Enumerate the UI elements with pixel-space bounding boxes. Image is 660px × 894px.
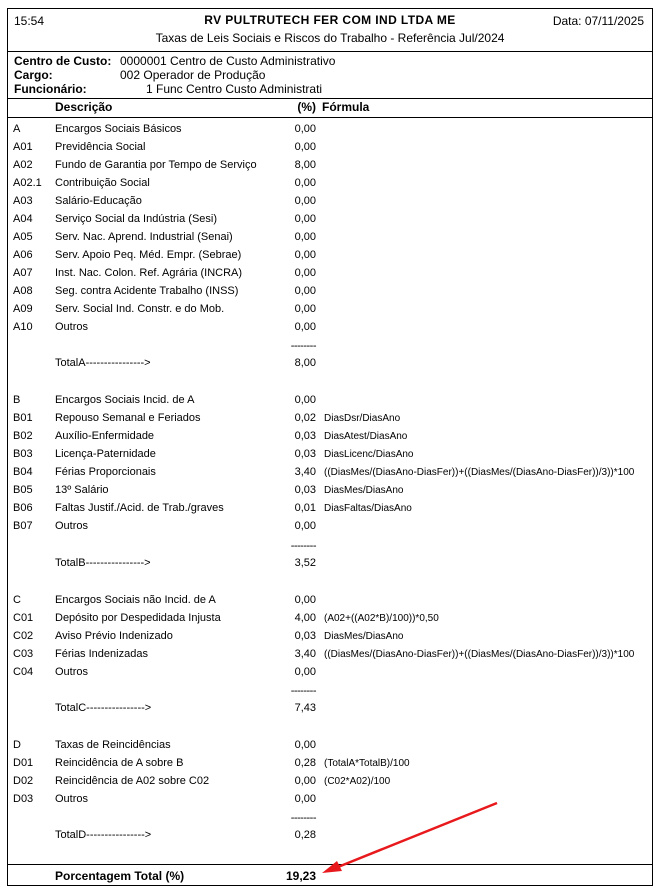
- table-row: [8, 630, 652, 648]
- row-code: A08: [13, 285, 33, 297]
- row-percentage: 0,28: [294, 829, 316, 841]
- table-row: [8, 448, 652, 466]
- row-percentage: 0,00: [294, 594, 316, 606]
- row-formula: DiasMes/DiasAno: [324, 631, 404, 642]
- table-row: [8, 466, 652, 484]
- row-code: C: [13, 594, 21, 606]
- table-row: [8, 267, 652, 285]
- funcionario-row: [14, 82, 322, 96]
- row-percentage: 0,00: [294, 520, 316, 532]
- row-code: B02: [13, 430, 33, 442]
- table-row: [8, 177, 652, 195]
- table-row: [8, 231, 652, 249]
- row-formula: ((DiasMes/(DiasAno-DiasFer))+((DiasMes/(DiasAno-DiasFer))/3))*100: [324, 467, 635, 478]
- row-description: Reincidência de A02 sobre C02: [55, 775, 210, 787]
- row-code: D03: [13, 793, 34, 805]
- row-code: A05: [13, 231, 33, 243]
- table-row: [8, 249, 652, 267]
- total-bar: [8, 864, 652, 887]
- row-percentage: 0,00: [294, 141, 316, 153]
- col-descricao: Descrição: [55, 100, 113, 114]
- col-pct: (%): [297, 100, 316, 114]
- table-row: [8, 502, 652, 520]
- row-percentage: 0,00: [294, 123, 316, 135]
- total-label: Porcentagem Total (%): [55, 869, 185, 883]
- row-percentage: 0,01: [294, 502, 316, 514]
- row-percentage: 0,03: [294, 484, 316, 496]
- row-formula: DiasDsr/DiasAno: [324, 413, 401, 424]
- row-description: Outros: [55, 520, 89, 532]
- row-percentage: 8,00: [294, 159, 316, 171]
- funcionario-label: Funcionário:: [14, 82, 87, 96]
- row-code: B04: [13, 466, 33, 478]
- table-row: [8, 793, 652, 811]
- table-row: [8, 159, 652, 177]
- subtotal-separator: --------: [290, 685, 316, 697]
- report-subtitle: Taxas de Leis Sociais e Riscos do Trabalho - Referência Jul/2024: [155, 31, 505, 45]
- row-formula: DiasFaltas/DiasAno: [324, 503, 412, 514]
- row-percentage: 0,03: [294, 630, 316, 642]
- row-percentage: 0,03: [294, 448, 316, 460]
- table-row: [8, 412, 652, 430]
- subtotal-separator: --------: [290, 540, 316, 552]
- row-percentage: 0,00: [294, 267, 316, 279]
- row-formula: (TotalA*TotalB)/100: [324, 758, 410, 769]
- row-description: Encargos Sociais Básicos: [55, 123, 182, 135]
- row-formula: DiasAtest/DiasAno: [324, 431, 408, 442]
- row-percentage: 0,00: [294, 231, 316, 243]
- row-description: Contribuição Social: [55, 177, 150, 189]
- row-description: Depósito por Despedidada Injusta: [55, 612, 221, 624]
- row-description: TotalB---------------->: [55, 557, 151, 569]
- row-description: Serv. Nac. Aprend. Industrial (Senai): [55, 231, 233, 243]
- row-description: Reincidência de A sobre B: [55, 757, 184, 769]
- row-percentage: 0,03: [294, 430, 316, 442]
- row-code: B06: [13, 502, 33, 514]
- row-code: C04: [13, 666, 34, 678]
- row-description: Outros: [55, 321, 89, 333]
- row-percentage: 0,00: [294, 666, 316, 678]
- table-row: [8, 394, 652, 412]
- row-code: A07: [13, 267, 33, 279]
- row-formula: (A02+((A02*B)/100))*0,50: [324, 613, 439, 624]
- row-percentage: 3,40: [294, 466, 316, 478]
- print-date: Data: 07/11/2025: [552, 14, 644, 28]
- row-percentage: 0,00: [294, 285, 316, 297]
- row-percentage: 3,40: [294, 648, 316, 660]
- row-description: Auxílio-Enfermidade: [55, 430, 155, 442]
- table-row: [8, 123, 652, 141]
- row-code: D: [13, 739, 21, 751]
- table-row: [8, 303, 652, 321]
- subtotal-row: [8, 829, 652, 847]
- row-description: Inst. Nac. Colon. Ref. Agrária (INCRA): [55, 267, 243, 279]
- funcionario-value: 1 Func Centro Custo Administrati: [146, 82, 323, 96]
- table-row: [8, 213, 652, 231]
- row-code: B01: [13, 412, 33, 424]
- row-percentage: 3,52: [294, 557, 316, 569]
- row-percentage: 0,00: [294, 793, 316, 805]
- row-percentage: 0,00: [294, 775, 316, 787]
- centro-custo-label: Centro de Custo:: [14, 54, 112, 68]
- subtotal-separator: --------: [290, 812, 316, 824]
- row-description: Aviso Prévio Indenizado: [55, 630, 173, 642]
- subtotal-row: [8, 702, 652, 720]
- row-percentage: 7,43: [294, 702, 316, 714]
- row-percentage: 0,28: [294, 757, 316, 769]
- row-description: Encargos Sociais Incid. de A: [55, 394, 195, 406]
- cargo-value: 002 Operador de Produção: [120, 68, 266, 82]
- row-code: A: [13, 123, 21, 135]
- row-code: A02.1: [13, 177, 42, 189]
- table-row: [8, 430, 652, 448]
- row-description: TotalA---------------->: [55, 357, 151, 369]
- row-percentage: 8,00: [294, 357, 316, 369]
- centro-custo-value: 0000001 Centro de Custo Administrativo: [120, 54, 336, 68]
- row-description: Fundo de Garantia por Tempo de Serviço: [55, 159, 257, 171]
- row-formula: (C02*A02)/100: [324, 776, 391, 787]
- row-description: Repouso Semanal e Feriados: [55, 412, 201, 424]
- row-description: TotalD---------------->: [55, 829, 152, 841]
- row-description: 13º Salário: [55, 484, 109, 496]
- info-block: [8, 52, 652, 99]
- row-description: Faltas Justif./Acid. de Trab./graves: [55, 502, 224, 514]
- table-row: [8, 739, 652, 757]
- row-description: Férias Proporcionais: [55, 466, 156, 478]
- row-percentage: 4,00: [294, 612, 316, 624]
- row-description: Serv. Apoio Peq. Méd. Empr. (Sebrae): [55, 249, 242, 261]
- row-percentage: 0,00: [294, 303, 316, 315]
- cargo-row: [14, 68, 265, 82]
- report-header: [8, 9, 652, 52]
- table-row: [8, 757, 652, 775]
- row-description: Férias Indenizadas: [55, 648, 148, 660]
- subtotal-row: [8, 557, 652, 575]
- row-percentage: 0,00: [294, 394, 316, 406]
- row-code: A09: [13, 303, 33, 315]
- row-percentage: 0,00: [294, 177, 316, 189]
- print-time: 15:54: [14, 14, 45, 28]
- table-row: [8, 520, 652, 538]
- row-percentage: 0,00: [294, 249, 316, 261]
- row-code: A01: [13, 141, 33, 153]
- total-value: 19,23: [285, 869, 316, 883]
- row-description: Previdência Social: [55, 141, 146, 153]
- table-row: [8, 285, 652, 303]
- row-percentage: 0,00: [294, 321, 316, 333]
- row-description: Encargos Sociais não Incid. de A: [55, 594, 216, 606]
- table-row: [8, 141, 652, 159]
- row-description: Seg. contra Acidente Trabalho (INSS): [55, 285, 239, 297]
- row-percentage: 0,00: [294, 739, 316, 751]
- row-code: C01: [13, 612, 34, 624]
- table-row: [8, 775, 652, 793]
- row-code: A02: [13, 159, 33, 171]
- table-row: [8, 195, 652, 213]
- row-percentage: 0,00: [294, 213, 316, 225]
- row-formula: DiasMes/DiasAno: [324, 485, 404, 496]
- table-row: [8, 484, 652, 502]
- row-code: B05: [13, 484, 33, 496]
- row-formula: ((DiasMes/(DiasAno-DiasFer))+((DiasMes/(DiasAno-DiasFer))/3))*100: [324, 649, 635, 660]
- row-description: Outros: [55, 666, 89, 678]
- company-name: RV PULTRUTECH FER COM IND LTDA ME: [204, 13, 456, 27]
- table-row: [8, 321, 652, 339]
- row-description: Outros: [55, 793, 89, 805]
- row-formula: DiasLicenc/DiasAno: [324, 449, 414, 460]
- row-description: Serviço Social da Indústria (Sesi): [55, 213, 218, 225]
- row-code: B03: [13, 448, 33, 460]
- row-code: B07: [13, 520, 33, 532]
- row-description: Taxas de Reincidências: [55, 739, 171, 751]
- cargo-label: Cargo:: [14, 68, 53, 82]
- row-description: Licença-Paternidade: [55, 448, 156, 460]
- row-code: A06: [13, 249, 33, 261]
- table-row: [8, 666, 652, 684]
- row-description: Serv. Social Ind. Constr. e do Mob.: [55, 303, 225, 315]
- row-description: TotalC---------------->: [55, 702, 152, 714]
- centro-custo-row: [14, 54, 335, 68]
- row-code: C02: [13, 630, 34, 642]
- row-code: A04: [13, 213, 33, 225]
- row-percentage: 0,00: [294, 195, 316, 207]
- row-code: A03: [13, 195, 33, 207]
- row-code: B: [13, 394, 21, 406]
- table-row: [8, 648, 652, 666]
- subtotal-row: [8, 357, 652, 375]
- row-description: Salário-Educação: [55, 195, 142, 207]
- subtotal-separator: --------: [290, 340, 316, 352]
- column-header: [8, 99, 652, 118]
- row-code: D02: [13, 775, 34, 787]
- table-row: [8, 594, 652, 612]
- row-code: D01: [13, 757, 34, 769]
- row-code: A10: [13, 321, 33, 333]
- table-row: [8, 612, 652, 630]
- row-code: C03: [13, 648, 34, 660]
- col-formula: Fórmula: [322, 100, 370, 114]
- row-percentage: 0,02: [294, 412, 316, 424]
- report-frame: [7, 8, 653, 886]
